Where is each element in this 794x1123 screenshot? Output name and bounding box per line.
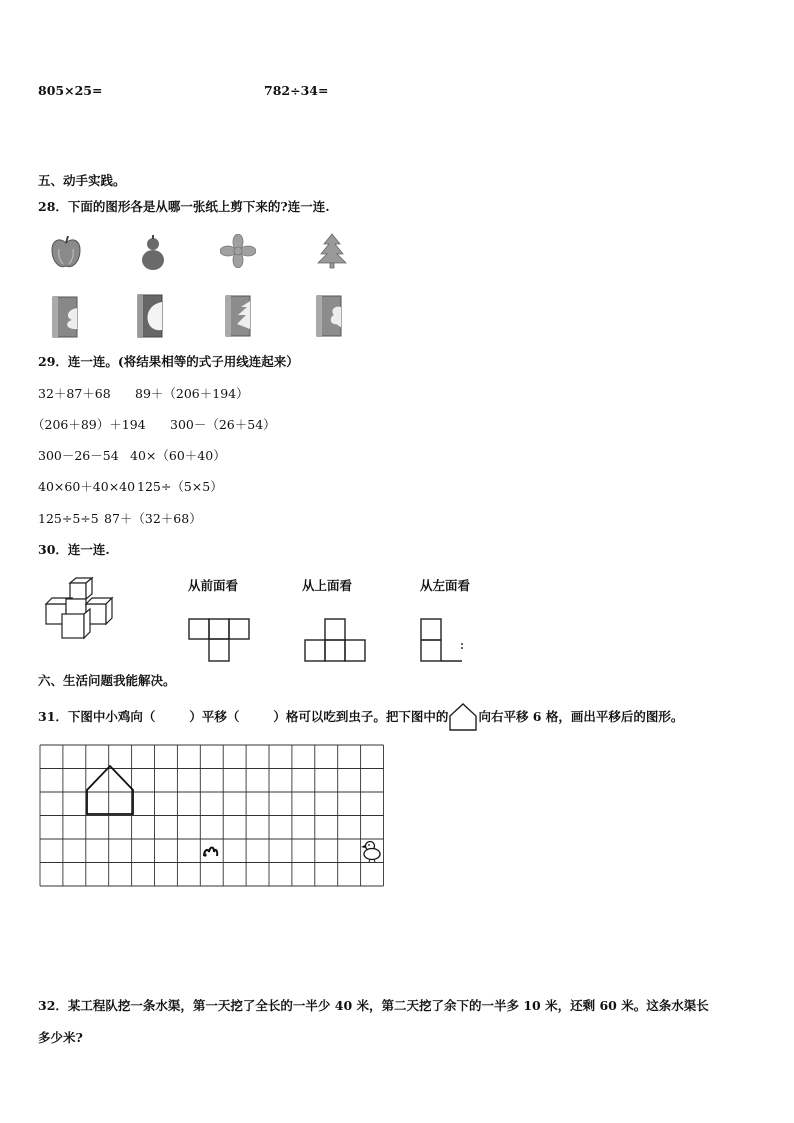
calc-left: 805×25=: [38, 83, 103, 98]
translation-grid: [39, 744, 385, 888]
view-label-front: 从前面看: [188, 578, 239, 593]
worm-icon: [203, 848, 217, 857]
q31-part1: 31．下图中小鸡向（: [38, 709, 156, 724]
calc-right: 782÷34=: [264, 83, 329, 98]
apple-cutout: [50, 235, 82, 271]
q29-row1-right: 89＋（206＋194）: [135, 386, 249, 401]
q31-text: [38, 703, 683, 731]
folded-paper-4: [316, 295, 342, 337]
q29-row2-left: （206＋89）＋194: [32, 417, 146, 432]
q31-part2: ）平移（: [189, 709, 240, 724]
gourd-cutout: [139, 235, 167, 271]
q29-row5-right: 87＋（32＋68）: [104, 511, 202, 526]
view-shape-3: [420, 618, 464, 662]
q29-row4-right: 125÷（5×5）: [137, 479, 223, 494]
cube-solid-figure: [42, 576, 126, 642]
q28-text: 28．下面的图形各是从哪一张纸上剪下来的?连一连.: [38, 199, 330, 214]
folded-paper-3: [225, 295, 251, 337]
q29-row2-right: 300－（26＋54）: [170, 417, 276, 432]
q32-line1: 32．某工程队挖一条水渠，第一天挖了全长的一半少 40 米，第二天挖了余下的一半多 10 米，还剩 60 米。这条水渠长: [38, 998, 709, 1013]
section6-title: 六、生活问题我能解决。: [38, 673, 176, 688]
view-shape-1: [188, 618, 250, 662]
tree-cutout: [315, 233, 349, 269]
q29-row1-left: 32＋87＋68: [38, 386, 111, 401]
house-icon: [449, 703, 477, 731]
view-shape-2: [304, 618, 366, 662]
q29-row3-right: 40×（60＋40）: [130, 448, 226, 463]
view-label-left: 从左面看: [420, 578, 471, 593]
q30-text: 30．连一连.: [38, 542, 110, 557]
chick-icon: [361, 842, 380, 863]
q32-line2: 多少米?: [38, 1030, 83, 1045]
q29-row4-left: 40×60＋40×40: [38, 479, 136, 494]
q31-part4: 向右平移 6 格，画出平移后的图形。: [478, 709, 684, 724]
section5-title: 五、动手实践。: [38, 173, 126, 188]
q29-text: 29．连一连。(将结果相等的式子用线连起来）: [38, 354, 299, 369]
folded-paper-2: [137, 294, 163, 338]
folded-paper-1: [52, 296, 78, 338]
q29-row3-left: 300－26－54: [38, 448, 119, 463]
view-label-top: 从上面看: [302, 578, 353, 593]
q29-row5-left: 125÷5÷5: [38, 511, 99, 526]
q31-part3: ）格可以吃到虫子。把下图中的: [273, 709, 449, 724]
flower-cutout: [220, 234, 256, 268]
